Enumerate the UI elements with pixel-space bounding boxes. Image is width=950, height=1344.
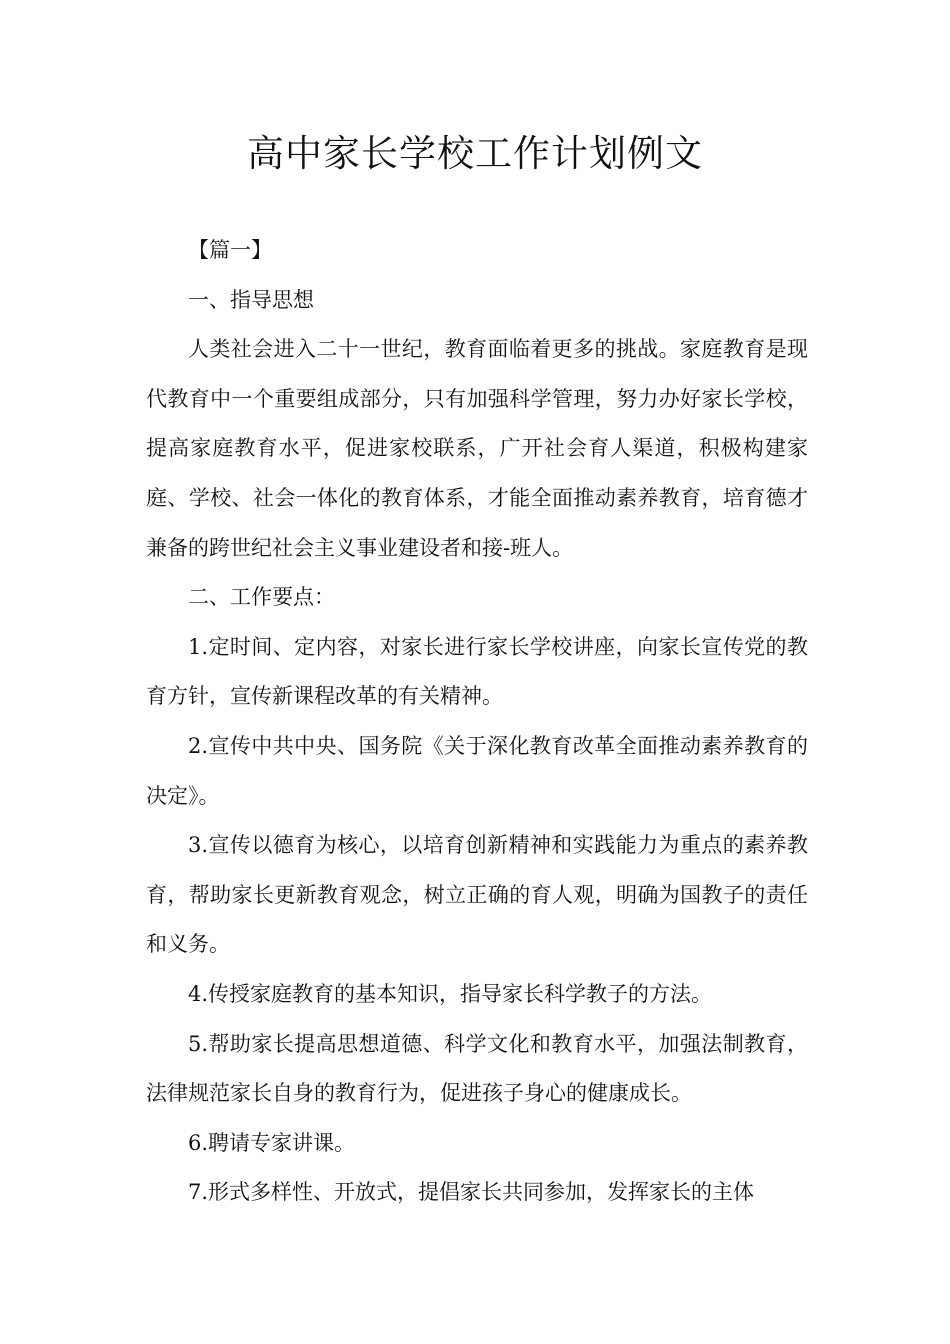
list-item: 3.宣传以德育为核心，以培育创新精神和实践能力为重点的素养教育，帮助家长更新教育观念，树立正确的育人观，明确为国教子的责任和义务。 — [146, 833, 808, 957]
list-item: 2.宣传中共中央、国务院《关于深化教育改革全面推动素养教育的决定》。 — [146, 733, 808, 808]
list-item: 6.聘请专家讲课。 — [188, 1130, 356, 1155]
document-title: 高中家长学校工作计划例文 — [247, 132, 703, 175]
list-item: 5.帮助家长提高思想道德、科学文化和教育水平，加强法制教育，法律规范家长自身的教育行为，促进孩子身心的健康成长。 — [146, 1031, 808, 1106]
section-label: 【篇一】 — [188, 238, 272, 262]
section-heading: 一、指导思想 — [188, 287, 314, 312]
list-item: 7.形式多样性、开放式，提倡家长共同参加，发挥家长的主体 — [188, 1180, 755, 1205]
list-item: 4.传授家庭教育的基本知识，指导家长科学教子的方法。 — [188, 981, 713, 1006]
section-heading: 二、工作要点： — [188, 585, 335, 610]
document-body — [146, 226, 808, 1218]
body-paragraph: 人类社会进入二十一世纪，教育面临着更多的挑战。家庭教育是现代教育中一个重要组成部分，只有加强科学管理，努力办好家长学校，提高家庭教育水平，促进家校联系，广开社会育人渠道，积极构建家庭、学校、社会一体化的教育体系，才能全面推动素养教育，培育德才兼备的跨世纪社会主义事业建设者和接-班人。 — [146, 337, 808, 560]
list-item: 1.定时间、定内容，对家长进行家长学校讲座，向家长宣传党的教育方针，宣传新课程改革的有关精神。 — [146, 634, 808, 709]
